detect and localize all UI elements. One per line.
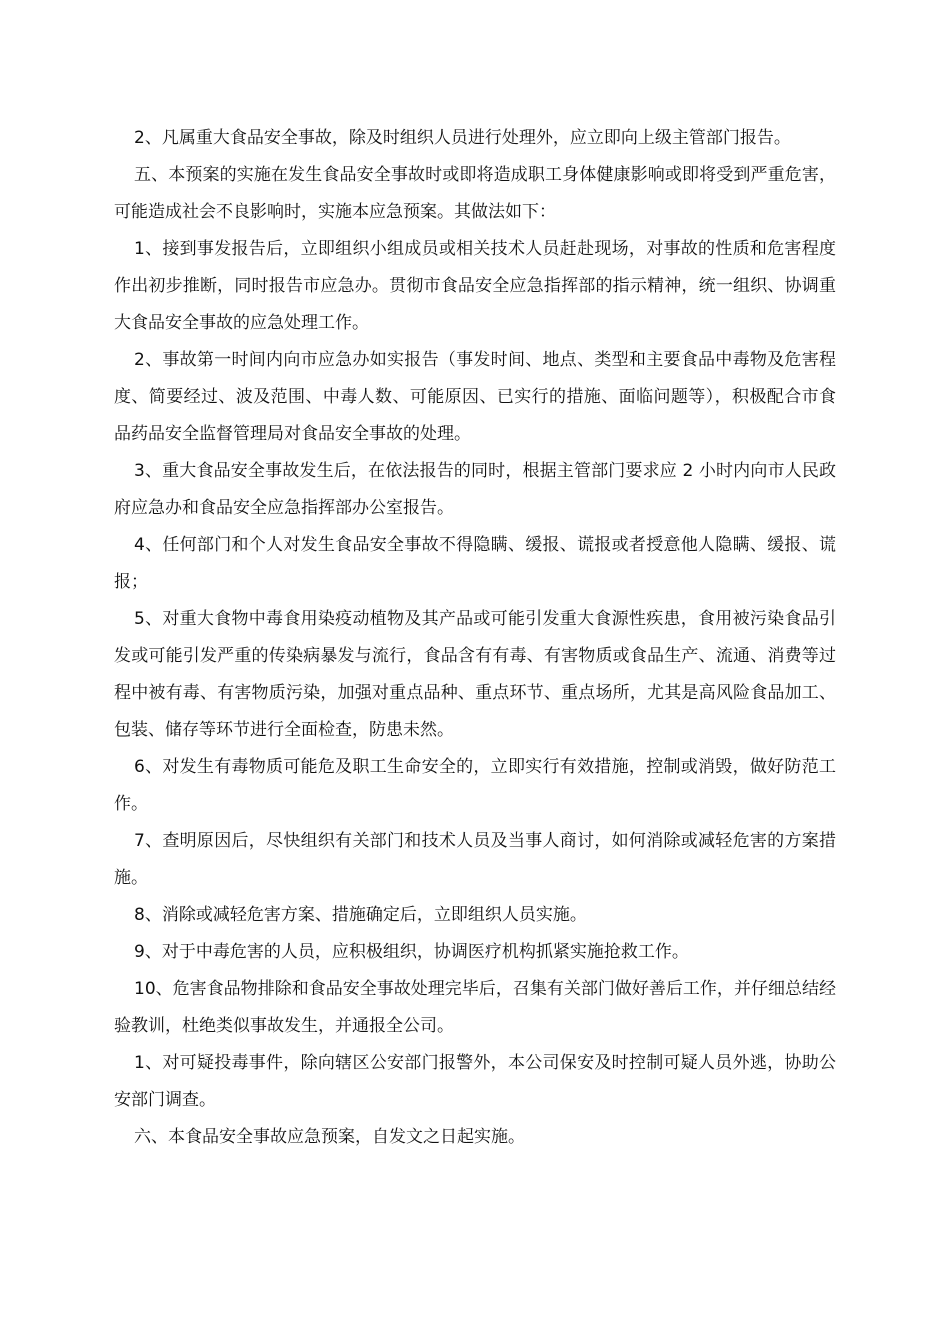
paragraph-item-9: 9、对于中毒危害的人员，应积极组织，协调医疗机构抓紧实施抢救工作。 [134, 942, 689, 962]
document-body [114, 120, 836, 1156]
paragraph-item-2: 2、事故第一时间内向市应急办如实报告（事发时间、地点、类型和主要食品中毒物及危害程度、简要经过、波及范围、中毒人数、可能原因、已实行的措施、面临问题等），积极配合市食品药品安全监督管理局对食品安全事故的处理。 [114, 350, 836, 444]
paragraph-item-4: 4、任何部门和个人对发生食品安全事故不得隐瞒、缓报、谎报或者授意他人隐瞒、缓报、谎报； [114, 535, 836, 592]
paragraph-item-6: 6、对发生有毒物质可能危及职工生命安全的，立即实行有效措施，控制或消毁，做好防范工作。 [114, 757, 836, 814]
paragraph-item-poisoning: 1、对可疑投毒事件，除向辖区公安部门报警外，本公司保安及时控制可疑人员外逃，协助公安部门调查。 [114, 1053, 836, 1110]
paragraph-report-superior: 2、凡属重大食品安全事故，除及时组织人员进行处理外，应立即向上级主管部门报告。 [134, 128, 791, 148]
paragraph-item-1: 1、接到事发报告后，立即组织小组成员或相关技术人员赶赴现场，对事故的性质和危害程度作出初步推断，同时报告市应急办。贯彻市食品安全应急指挥部的指示精神，统一组织、协调重大食品安全事故的应急处理工作。 [114, 239, 836, 333]
paragraph-item-8: 8、消除或减轻危害方案、措施确定后，立即组织人员实施。 [134, 905, 587, 925]
paragraph-item-5: 5、对重大食物中毒食用染疫动植物及其产品或可能引发重大食源性疾患，食用被污染食品引发或可能引发严重的传染病暴发与流行，食品含有有毒、有害物质或食品生产、流通、消费等过程中被有毒、有害物质污染，加强对重点品种、重点环节、重点场所，尤其是高风险食品加工、包装、储存等环节进行全面检查，防患未然。 [114, 609, 836, 740]
paragraph-item-7: 7、查明原因后，尽快组织有关部门和技术人员及当事人商讨，如何消除或减轻危害的方案措施。 [114, 831, 836, 888]
paragraph-section-five: 五、本预案的实施在发生食品安全事故时或即将造成职工身体健康影响或即将受到严重危害，可能造成社会不良影响时，实施本应急预案。其做法如下： [114, 165, 836, 222]
paragraph-item-3: 3、重大食品安全事故发生后，在依法报告的同时，根据主管部门要求应 2 小时内向市人民政府应急办和食品安全应急指挥部办公室报告。 [114, 461, 836, 518]
paragraph-section-six: 六、本食品安全事故应急预案，自发文之日起实施。 [134, 1127, 525, 1147]
paragraph-item-10: 10、危害食品物排除和食品安全事故处理完毕后，召集有关部门做好善后工作，并仔细总结经验教训，杜绝类似事故发生，并通报全公司。 [114, 979, 836, 1036]
